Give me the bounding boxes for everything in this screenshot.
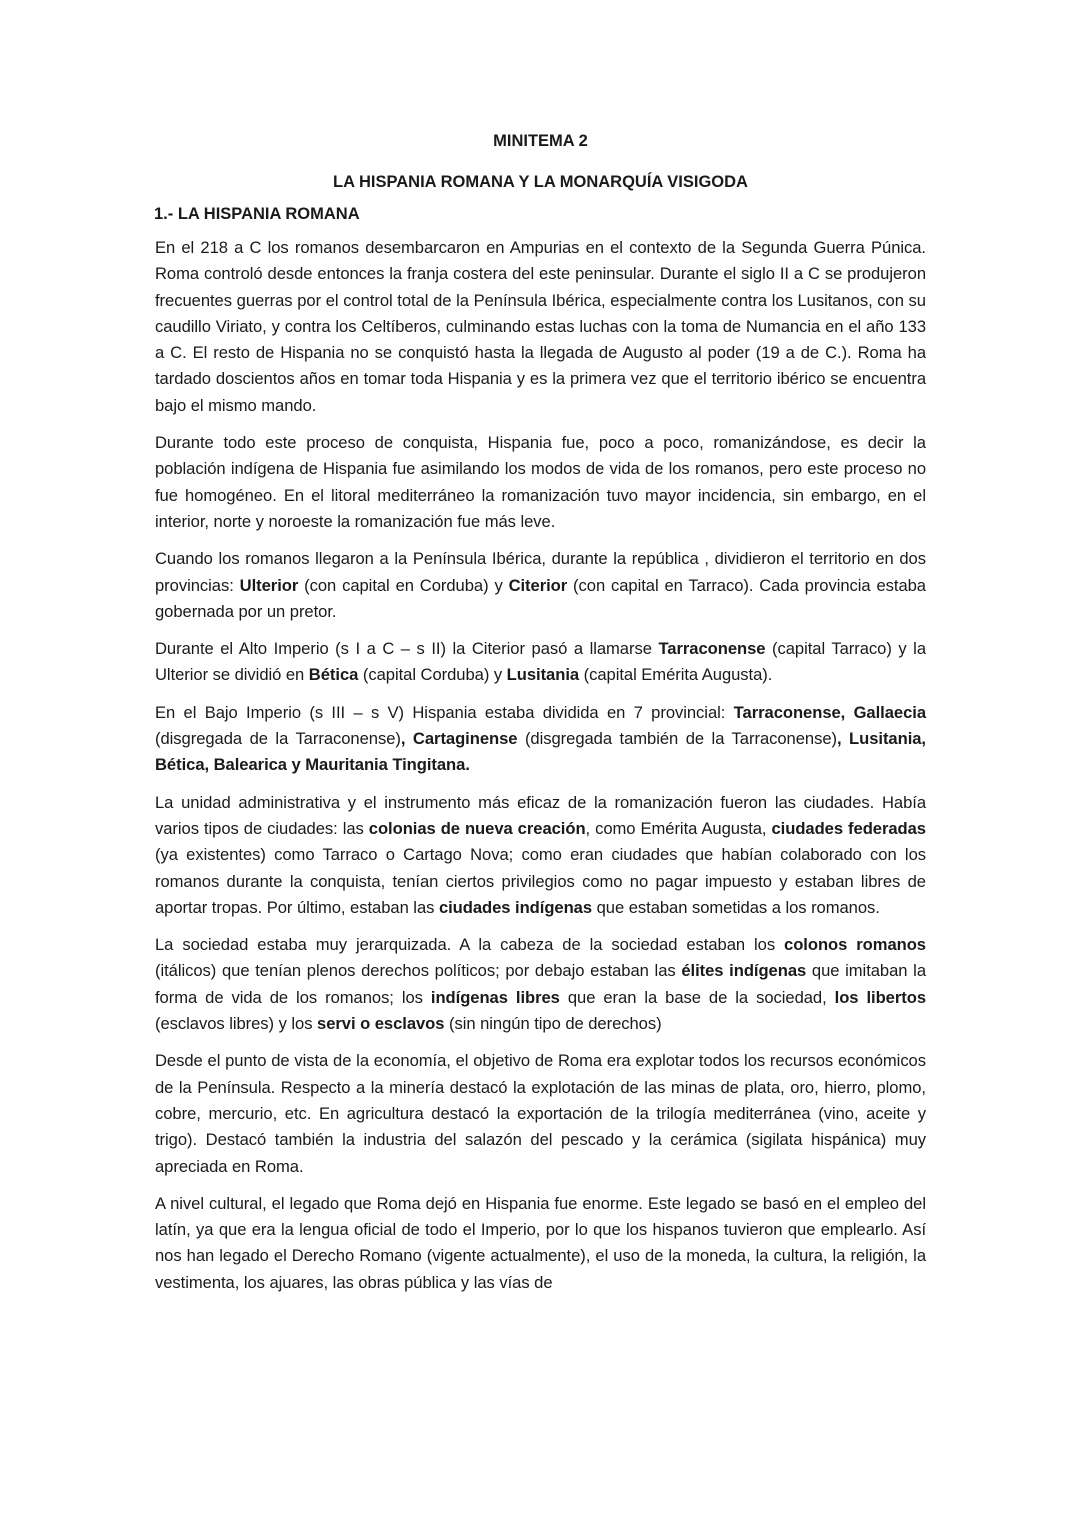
- text-segment: [405, 729, 413, 748]
- text-segment: Cuando los romanos llegaron a la Península Ibérica, durante la república , dividieron el territorio en dos provincias:: [155, 549, 926, 595]
- paragraph: [155, 546, 926, 625]
- section-heading: 1.- LA HISPANIA ROMANA: [154, 205, 360, 223]
- document-title: MINITEMA 2: [493, 132, 588, 150]
- text-segment: (con capital en Corduba) y: [298, 575, 509, 595]
- text-segment: (capital Tarraco) y la Ulterior se dividió en: [155, 639, 926, 685]
- bold-term: Lusitania: [506, 665, 580, 685]
- text-segment: que eran la base de la sociedad,: [559, 987, 835, 1007]
- text-segment: A nivel cultural, el legado que Roma dejó en Hispania fue enorme. Este legado se basó en el empleo del latín, ya que era la lengua oficial de todo el Imperio, por lo que los hispanos tuvieron que emplearlo. Así nos han legado el Derecho Romano (vigente actualmente), el uso de la moneda, la cultura, la religión, la vestimenta, los ajuares, las obras pública y las vías de: [155, 1193, 926, 1292]
- paragraph: [155, 790, 926, 921]
- text-segment: (disgregada de la Tarraconense): [155, 729, 401, 749]
- text-segment: La sociedad estaba muy jerarquizada. A la cabeza de la sociedad estaban los: [155, 935, 785, 955]
- text-segment: (capital Corduba) y: [358, 665, 507, 685]
- bold-term: Citerior: [508, 575, 568, 595]
- bold-term: Ulterior: [239, 575, 299, 595]
- paragraph: [155, 636, 926, 689]
- paragraph: [155, 932, 926, 1037]
- text-segment: La unidad administrativa y el instrumento más eficaz de la romanización fueron las ciudades. Había varios tipos de ciudades: las: [155, 792, 926, 838]
- bold-term: indígenas libres: [430, 987, 560, 1007]
- text-segment: (sin ningún tipo de derechos): [444, 1014, 662, 1034]
- bold-term: Tarraconense: [658, 639, 766, 659]
- text-segment: que estaban sometidas a los romanos.: [592, 897, 880, 917]
- bold-term: , Lusitania, Bética, Balearica y Mauritania Tingitana.: [155, 729, 926, 775]
- paragraph: [155, 1191, 926, 1296]
- text-segment: (capital Emérita Augusta).: [579, 665, 773, 685]
- text-segment: En el Bajo Imperio (s III – s V) Hispania estaba dividida en 7 provincial:: [155, 702, 734, 722]
- bold-term: Bética: [308, 665, 359, 685]
- text-segment: (con capital en Tarraco). Cada provincia estaba gobernada por un pretor.: [155, 575, 926, 621]
- text-segment: , como Emérita Augusta,: [585, 818, 772, 838]
- text-segment: Durante todo este proceso de conquista, Hispania fue, poco a poco, romanizándose, es decir la población indígena de Hispania fue asimilando los modos de vida de los romanos, pero este proceso no fue homogéneo. En el litoral mediterráneo la romanización tuvo mayor incidencia, sin embargo, en el interior, norte y noroeste la romanización fue más leve.: [155, 433, 926, 531]
- text-segment: (itálicos) que tenían plenos derechos políticos; por debajo estaban las: [155, 961, 682, 981]
- bold-term: élites indígenas: [681, 961, 807, 981]
- paragraph: [155, 235, 926, 419]
- document-page: [155, 128, 926, 1307]
- bold-term: Cartaginense: [412, 729, 518, 749]
- text-segment: En el 218 a C los romanos desembarcaron en Ampurias en el contexto de la Segunda Guerra Púnica. Roma controló desde entonces la franja costera del este peninsular. Durante el siglo II a C se produjeron frecuentes guerras por el control total de la Península Ibérica, especialmente contra los Lusitanos, con su caudillo Viriato, y contra los Celtíberos, culminando estas luchas con la toma de Numancia en el año 133 a C. El resto de Hispania no se conquistó hasta la llegada de Augusto al poder (19 a de C.). Roma ha tardado doscientos años en tomar toda Hispania y es la primera vez que el territorio ibérico se encuentra bajo el mismo mando.: [155, 238, 926, 415]
- paragraph: [155, 700, 926, 779]
- bold-term: los libertos: [834, 987, 926, 1007]
- bold-term: colonias de nueva creación: [368, 818, 586, 838]
- text-segment: que imitaban la forma de vida de los romanos; los: [155, 961, 926, 1007]
- paragraph: [155, 430, 926, 535]
- text-segment: Desde el punto de vista de la economía, el objetivo de Roma era explotar todos los recursos económicos de la Península. Respecto a la minería destacó la explotación de las minas de plata, oro, hierro, plomo, cobre, mercurio, etc. En agricultura destacó la exportación de la trilogía mediterránea (vino, aceite y trigo). Destacó también la industria del salazón del pescado y la cerámica (sigilata hispánica) muy apreciada en Roma.: [155, 1051, 926, 1176]
- bold-term: Tarraconense, Gallaecia: [733, 702, 927, 722]
- text-segment: (disgregada también de la Tarraconense): [517, 729, 837, 749]
- text-segment: Durante el Alto Imperio (s I a C – s II) la Citerior pasó a llamarse: [155, 639, 659, 659]
- text-segment: (esclavos libres) y los: [155, 1014, 318, 1034]
- document-subtitle: LA HISPANIA ROMANA Y LA MONARQUÍA VISIGODA: [333, 173, 748, 191]
- bold-term: ,: [400, 729, 406, 749]
- bold-term: servi o esclavos: [317, 1014, 445, 1034]
- bold-term: ciudades federadas: [771, 818, 926, 838]
- paragraph: [155, 1048, 926, 1179]
- document-body: [155, 235, 926, 1296]
- bold-term: colonos romanos: [784, 935, 926, 955]
- text-segment: (ya existentes) como Tarraco o Cartago Nova; como eran ciudades que habían colaborado con los romanos durante la conquista, tenían ciertos privilegios como no pagar impuesto y estaban libres de aportar tropas. Por último, estaban las: [155, 845, 926, 917]
- bold-term: ciudades indígenas: [438, 897, 593, 917]
